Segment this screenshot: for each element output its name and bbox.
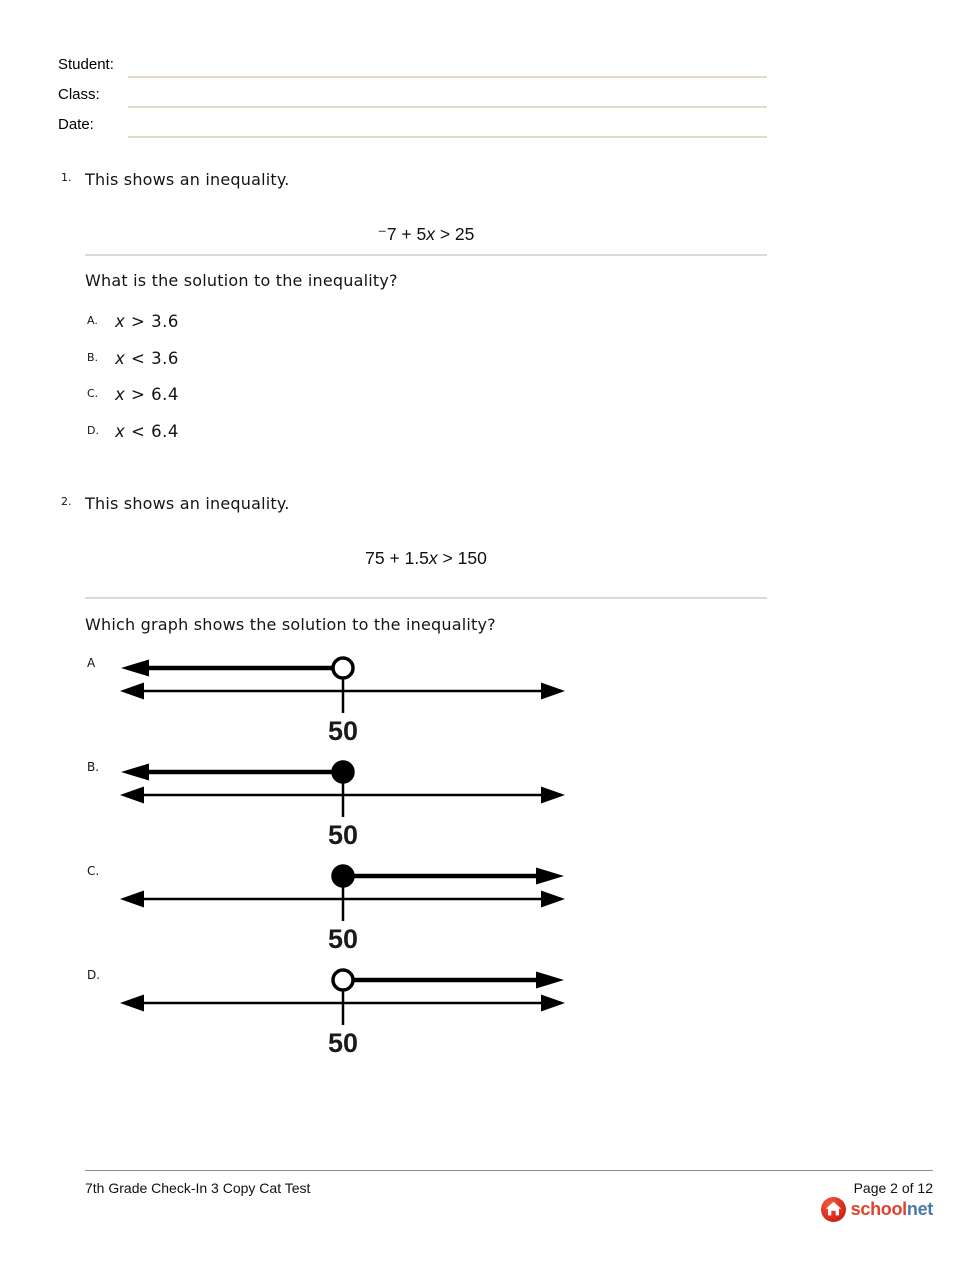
date-write-line — [128, 136, 767, 138]
equation-variable: x — [426, 224, 435, 244]
right-arrow-icon — [541, 683, 565, 700]
equation-text: > 25 — [434, 224, 475, 244]
graph-option-letter: B. — [87, 760, 100, 774]
equation-2 — [85, 548, 767, 569]
right-arrow-icon — [541, 891, 565, 908]
student-label: Student: — [58, 56, 114, 73]
right-arrow-icon — [541, 787, 565, 804]
option-letter: B. — [87, 351, 99, 364]
equation-text: 75 + 1.5 — [365, 548, 429, 568]
class-label: Class: — [58, 86, 100, 103]
question-prompt: This shows an inequality. — [85, 170, 290, 189]
tick-label: 50 — [327, 820, 359, 848]
number-line-graph — [110, 656, 575, 744]
graph-option-d — [0, 962, 700, 1066]
graph-option-letter: D. — [87, 968, 101, 982]
graph-option-letter: C. — [87, 864, 100, 878]
number-line-graph — [110, 760, 575, 848]
left-arrow-icon — [120, 787, 144, 804]
option-text: < 6.4 — [125, 422, 179, 441]
option-variable: x — [115, 312, 126, 331]
question-number: 2. — [61, 495, 72, 508]
left-arrow-icon — [120, 683, 144, 700]
question-text: Which graph shows the solution to the inequality? — [85, 615, 496, 634]
date-label: Date: — [58, 116, 94, 133]
left-arrow-icon — [120, 995, 144, 1012]
option-letter: D. — [87, 424, 99, 437]
right-arrow-icon — [541, 995, 565, 1012]
equation-1 — [85, 224, 767, 245]
ray-arrow-icon — [121, 660, 149, 677]
page-indicator: Page 2 of 12 — [853, 1180, 933, 1196]
endpoint-circle — [333, 762, 353, 782]
divider — [85, 597, 767, 599]
test-title: 7th Grade Check-In 3 Copy Cat Test — [85, 1180, 311, 1196]
equation-text: ⁻7 + 5 — [377, 224, 427, 244]
option-letter: C. — [87, 387, 99, 400]
option-text: > 3.6 — [125, 312, 179, 331]
ray-arrow-icon — [536, 972, 564, 989]
equation-text: > 150 — [437, 548, 487, 568]
tick-label: 50 — [327, 924, 359, 952]
ray-arrow-icon — [121, 764, 149, 781]
question-text: What is the solution to the inequality? — [85, 271, 398, 290]
graph-option-b — [0, 754, 700, 858]
question-prompt: This shows an inequality. — [85, 494, 290, 513]
option-value — [115, 385, 179, 404]
option-variable: x — [115, 422, 126, 441]
graph-option-a — [0, 650, 700, 754]
tick-label: 50 — [327, 716, 359, 744]
left-arrow-icon — [120, 891, 144, 908]
graph-option-letter: A — [87, 656, 96, 670]
tick-label: 50 — [327, 1028, 359, 1056]
option-text: > 6.4 — [125, 385, 179, 404]
option-variable: x — [115, 349, 126, 368]
option-value — [115, 312, 179, 331]
question-number: 1. — [61, 171, 72, 184]
schoolnet-logo — [820, 1196, 933, 1223]
number-line-graph — [110, 864, 575, 952]
logo-school-text: school — [850, 1199, 907, 1219]
endpoint-circle — [333, 658, 353, 678]
option-value — [115, 422, 179, 441]
ray-arrow-icon — [536, 868, 564, 885]
logo-net-text: net — [906, 1199, 933, 1219]
footer-divider — [85, 1170, 933, 1171]
graph-option-c — [0, 858, 700, 962]
option-letter: A. — [87, 314, 98, 327]
number-line-graph — [110, 968, 575, 1056]
answer-option-a — [0, 312, 500, 336]
answer-option-c — [0, 385, 500, 409]
answer-option-b — [0, 349, 500, 373]
class-write-line — [128, 106, 767, 108]
home-icon — [820, 1196, 847, 1223]
option-text: < 3.6 — [125, 349, 179, 368]
endpoint-circle — [333, 866, 353, 886]
answer-option-d — [0, 422, 500, 446]
student-write-line — [128, 76, 767, 78]
logo-wordmark — [851, 1199, 933, 1220]
endpoint-circle — [333, 970, 353, 990]
divider — [85, 254, 767, 256]
option-variable: x — [115, 385, 126, 404]
equation-variable: x — [428, 548, 438, 568]
option-value — [115, 349, 179, 368]
